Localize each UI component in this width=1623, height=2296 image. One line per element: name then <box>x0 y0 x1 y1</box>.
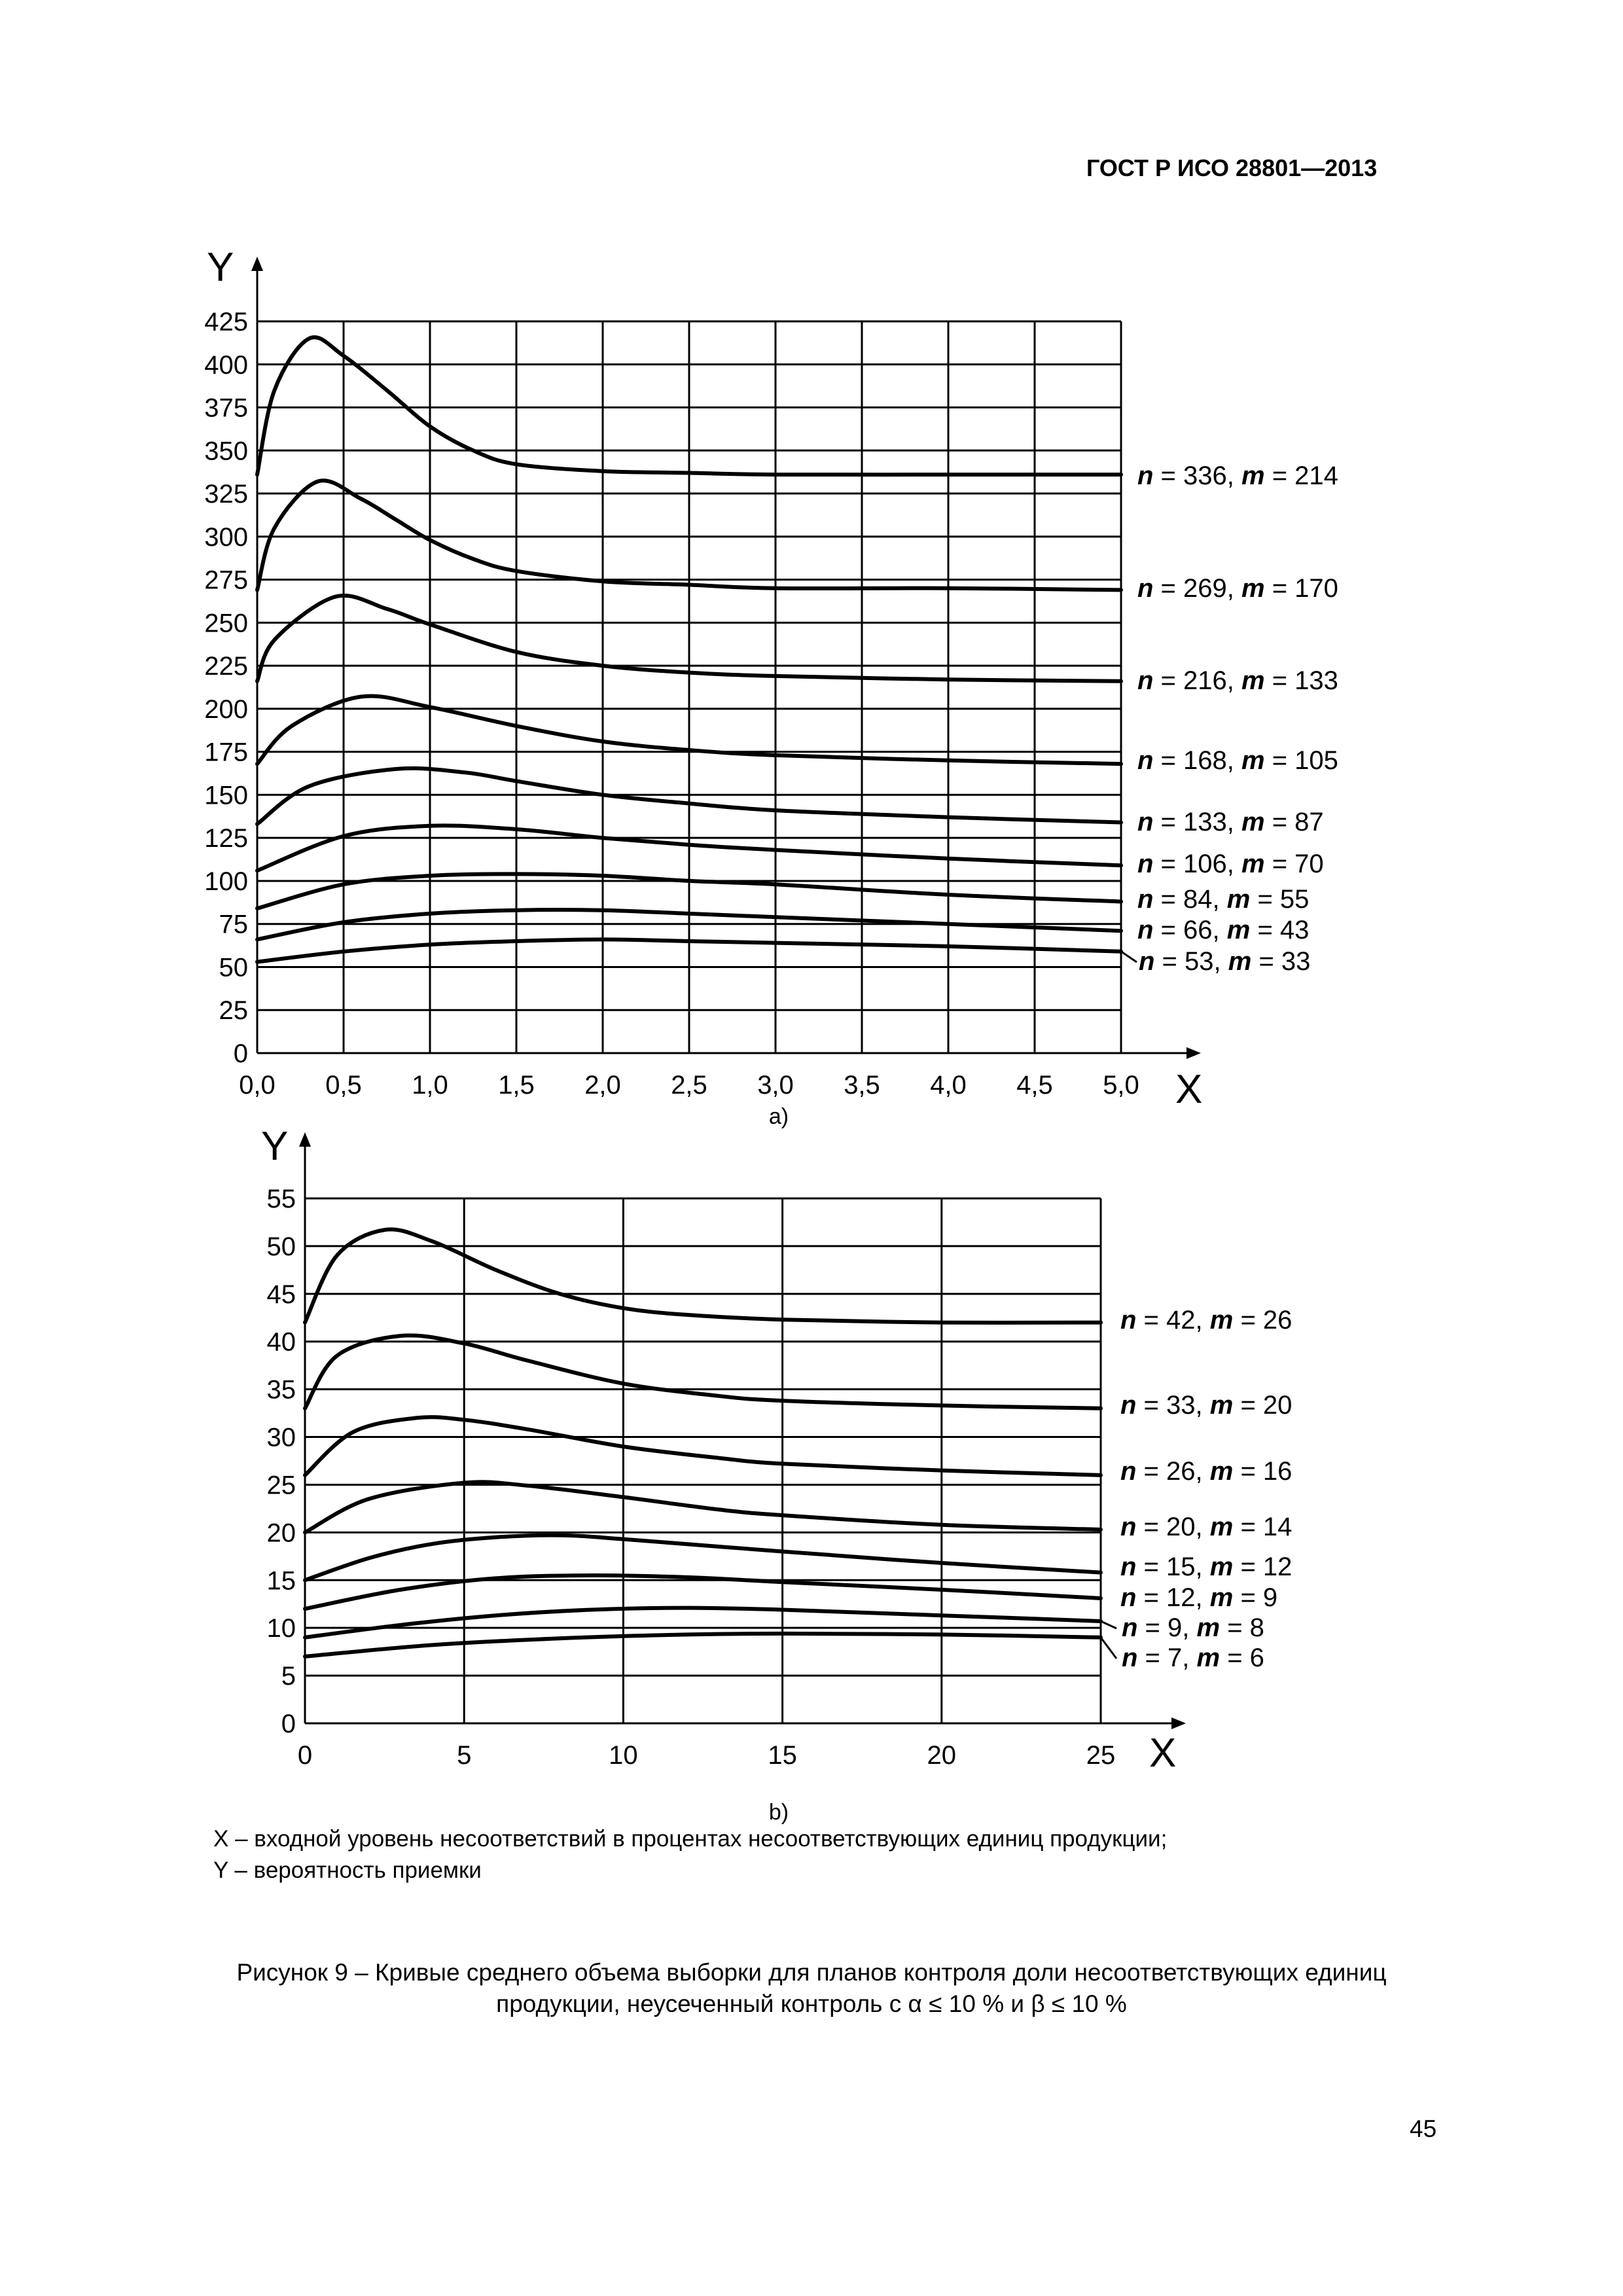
chart-a <box>204 245 1338 1129</box>
curve-series <box>305 1417 1101 1475</box>
x-axis-label: X <box>1175 1067 1203 1112</box>
curve-series <box>305 1634 1101 1657</box>
curve-label: n = 336, m = 214 <box>1137 461 1338 490</box>
y-tick-label: 350 <box>204 437 248 466</box>
curve-label: n = 168, m = 105 <box>1137 746 1338 775</box>
curve-label: n = 9, m = 8 <box>1122 1613 1264 1642</box>
curve-label: n = 106, m = 70 <box>1137 850 1324 878</box>
y-tick-label: 125 <box>204 824 248 853</box>
y-tick-label: 35 <box>266 1375 296 1405</box>
x-tick-label: 20 <box>927 1741 957 1770</box>
curve-label-leader <box>1121 952 1137 962</box>
x-axis-arrow <box>1186 1047 1201 1059</box>
caption-line-2: продукции, неусеченный контроль с α ≤ 10 % и β ≤ 10 % <box>496 1990 1127 2017</box>
curve-series <box>305 1335 1101 1408</box>
y-tick-label: 300 <box>204 522 248 552</box>
y-axis-arrow <box>299 1132 311 1147</box>
x-tick-label: 0 <box>297 1741 313 1770</box>
y-tick-label: 30 <box>266 1423 296 1452</box>
legend-x-description: X – входной уровень несоответствий в процентах несоответствующих единиц продукции; <box>213 1826 1168 1852</box>
y-tick-label: 200 <box>204 694 248 724</box>
y-tick-label: 75 <box>219 910 248 939</box>
panel-label: a) <box>768 1104 789 1129</box>
figure-caption <box>98 1957 1525 2020</box>
curve-label: n = 133, m = 87 <box>1137 808 1324 836</box>
curve-label: n = 53, m = 33 <box>1139 947 1311 976</box>
curve-label: n = 20, m = 14 <box>1120 1513 1293 1541</box>
y-tick-label: 175 <box>204 738 248 767</box>
y-tick-label: 275 <box>204 565 248 595</box>
y-tick-label: 250 <box>204 609 248 638</box>
curve-label: n = 33, m = 20 <box>1120 1391 1293 1420</box>
y-tick-label: 25 <box>219 996 248 1026</box>
x-tick-label: 1,0 <box>412 1071 448 1100</box>
x-axis-label: X <box>1149 1731 1177 1776</box>
curve-label: n = 216, m = 133 <box>1137 666 1338 695</box>
page-number: 45 <box>1410 2115 1437 2142</box>
x-tick-label: 0,0 <box>239 1071 276 1100</box>
curve-series <box>305 1229 1101 1323</box>
curve-label: n = 26, m = 16 <box>1120 1457 1293 1486</box>
y-axis-arrow <box>251 257 263 271</box>
y-tick-label: 150 <box>204 781 248 810</box>
curve-label: n = 15, m = 12 <box>1120 1552 1293 1581</box>
x-tick-label: 5,0 <box>1103 1071 1139 1100</box>
y-tick-label: 425 <box>204 308 248 336</box>
caption-line-1: Рисунок 9 – Кривые среднего объема выборки для планов контроля доли несоответствующих единиц <box>236 1959 1387 1986</box>
panel-label: b) <box>768 1800 789 1825</box>
axis-legend <box>213 1823 1167 1886</box>
x-tick-label: 1,5 <box>498 1071 535 1100</box>
y-tick-label: 400 <box>204 350 248 380</box>
y-tick-label: 20 <box>266 1518 296 1548</box>
y-tick-label: 225 <box>204 652 248 681</box>
x-tick-label: 4,5 <box>1016 1071 1053 1100</box>
curve-series <box>305 1535 1101 1581</box>
curve-label-leader <box>1101 1621 1116 1628</box>
x-tick-label: 25 <box>1086 1741 1116 1770</box>
curve-label-leader <box>1101 1638 1116 1659</box>
curve-label: n = 7, m = 6 <box>1122 1643 1264 1672</box>
x-tick-label: 5 <box>457 1741 472 1770</box>
x-tick-label: 10 <box>609 1741 638 1770</box>
y-tick-label: 15 <box>266 1566 296 1596</box>
curve-series <box>305 1482 1101 1532</box>
x-tick-label: 4,0 <box>930 1071 967 1100</box>
document-code: ГОСТ Р ИСО 28801—2013 <box>1086 154 1378 181</box>
y-tick-label: 45 <box>266 1280 296 1309</box>
y-tick-label: 5 <box>281 1662 296 1691</box>
x-tick-label: 15 <box>768 1741 797 1770</box>
x-tick-label: 3,0 <box>757 1071 794 1100</box>
y-tick-label: 0 <box>281 1710 296 1738</box>
y-tick-label: 10 <box>266 1614 296 1643</box>
y-tick-label: 50 <box>266 1232 296 1261</box>
y-tick-label: 375 <box>204 393 248 423</box>
curve-label: n = 42, m = 26 <box>1120 1306 1293 1335</box>
x-axis-arrow <box>1171 1717 1186 1729</box>
y-tick-label: 25 <box>266 1471 296 1500</box>
curve-label: n = 66, m = 43 <box>1137 916 1310 944</box>
curve-label: n = 84, m = 55 <box>1137 885 1310 914</box>
y-axis-label: Y <box>261 1124 289 1169</box>
x-tick-label: 2,5 <box>671 1071 707 1100</box>
y-tick-label: 100 <box>204 867 248 896</box>
x-tick-label: 2,0 <box>584 1071 621 1100</box>
chart-b <box>261 1124 1292 1825</box>
x-tick-label: 3,5 <box>844 1071 880 1100</box>
y-tick-label: 55 <box>266 1185 296 1213</box>
y-tick-label: 0 <box>233 1039 248 1068</box>
legend-y-description: Y – вероятность приемки <box>213 1857 482 1883</box>
y-axis-label: Y <box>207 245 234 290</box>
y-tick-label: 50 <box>219 953 248 982</box>
y-tick-label: 40 <box>266 1327 296 1357</box>
x-tick-label: 0,5 <box>325 1071 362 1100</box>
curve-label: n = 269, m = 170 <box>1137 574 1338 603</box>
y-tick-label: 325 <box>204 480 248 509</box>
curve-label: n = 12, m = 9 <box>1120 1583 1278 1612</box>
